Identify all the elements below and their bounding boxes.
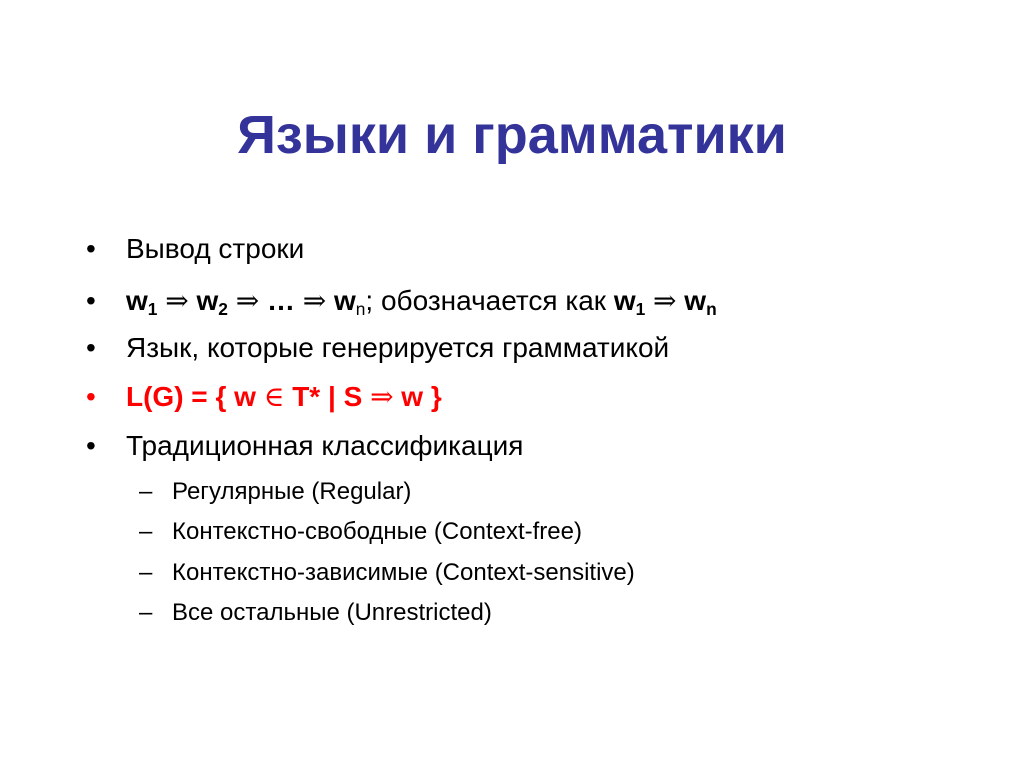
notation-text: ; обозначается как [365,285,614,316]
symbol-w: w [196,285,219,316]
symbol-w: w [126,285,148,316]
subscript-1: 1 [635,298,646,319]
subitem-text: Контекстно-свободные (Context-free) [172,518,582,545]
formula-part: w } [393,381,442,412]
dash-marker: – [139,518,153,545]
formula-part: L(G) = { w [126,381,264,412]
bullet-marker: • [86,430,96,461]
dash-marker: – [139,559,153,586]
symbol-w: w [333,285,356,316]
ellipsis: … [266,285,295,316]
dash-marker: – [139,599,153,626]
derives-arrow-icon: ⇒ [653,284,677,317]
subitem-text: Регулярные (Regular) [172,478,412,505]
formula-part: T* | S [284,381,371,412]
bullet-marker: • [86,381,96,412]
symbol-w: w [613,285,636,316]
subitem-text: Контекстно-зависимые (Context-sensitive) [172,559,635,586]
subscript-n: n [706,298,717,319]
element-of-icon: ∈ [263,380,285,413]
bullet-text [126,284,717,318]
bullet-text: Традиционная классификация [126,430,524,461]
subitem-text: Все остальные (Unrestricted) [172,599,492,626]
bullet-text: Вывод строки [126,233,305,264]
symbol-w: w [684,285,707,316]
bullet-text: Язык, которые генерируется грамматикой [126,332,670,363]
derives-arrow-icon: ⇒ [302,284,327,317]
slide-title: Языки и грамматики [237,105,787,165]
subscript-n: n [355,298,366,319]
derives-arrow-icon: ⇒ [165,284,189,317]
subscript-2: 2 [218,298,228,319]
subscript-1: 1 [147,298,158,319]
bullet-marker: • [86,233,96,264]
dash-marker: – [139,478,153,505]
derives-arrow-icon: ⇒ [235,284,260,317]
bullet-marker: • [86,285,96,316]
derives-arrow-icon: ⇒ [370,380,394,413]
language-formula [126,380,442,414]
bullet-marker: • [86,332,96,363]
